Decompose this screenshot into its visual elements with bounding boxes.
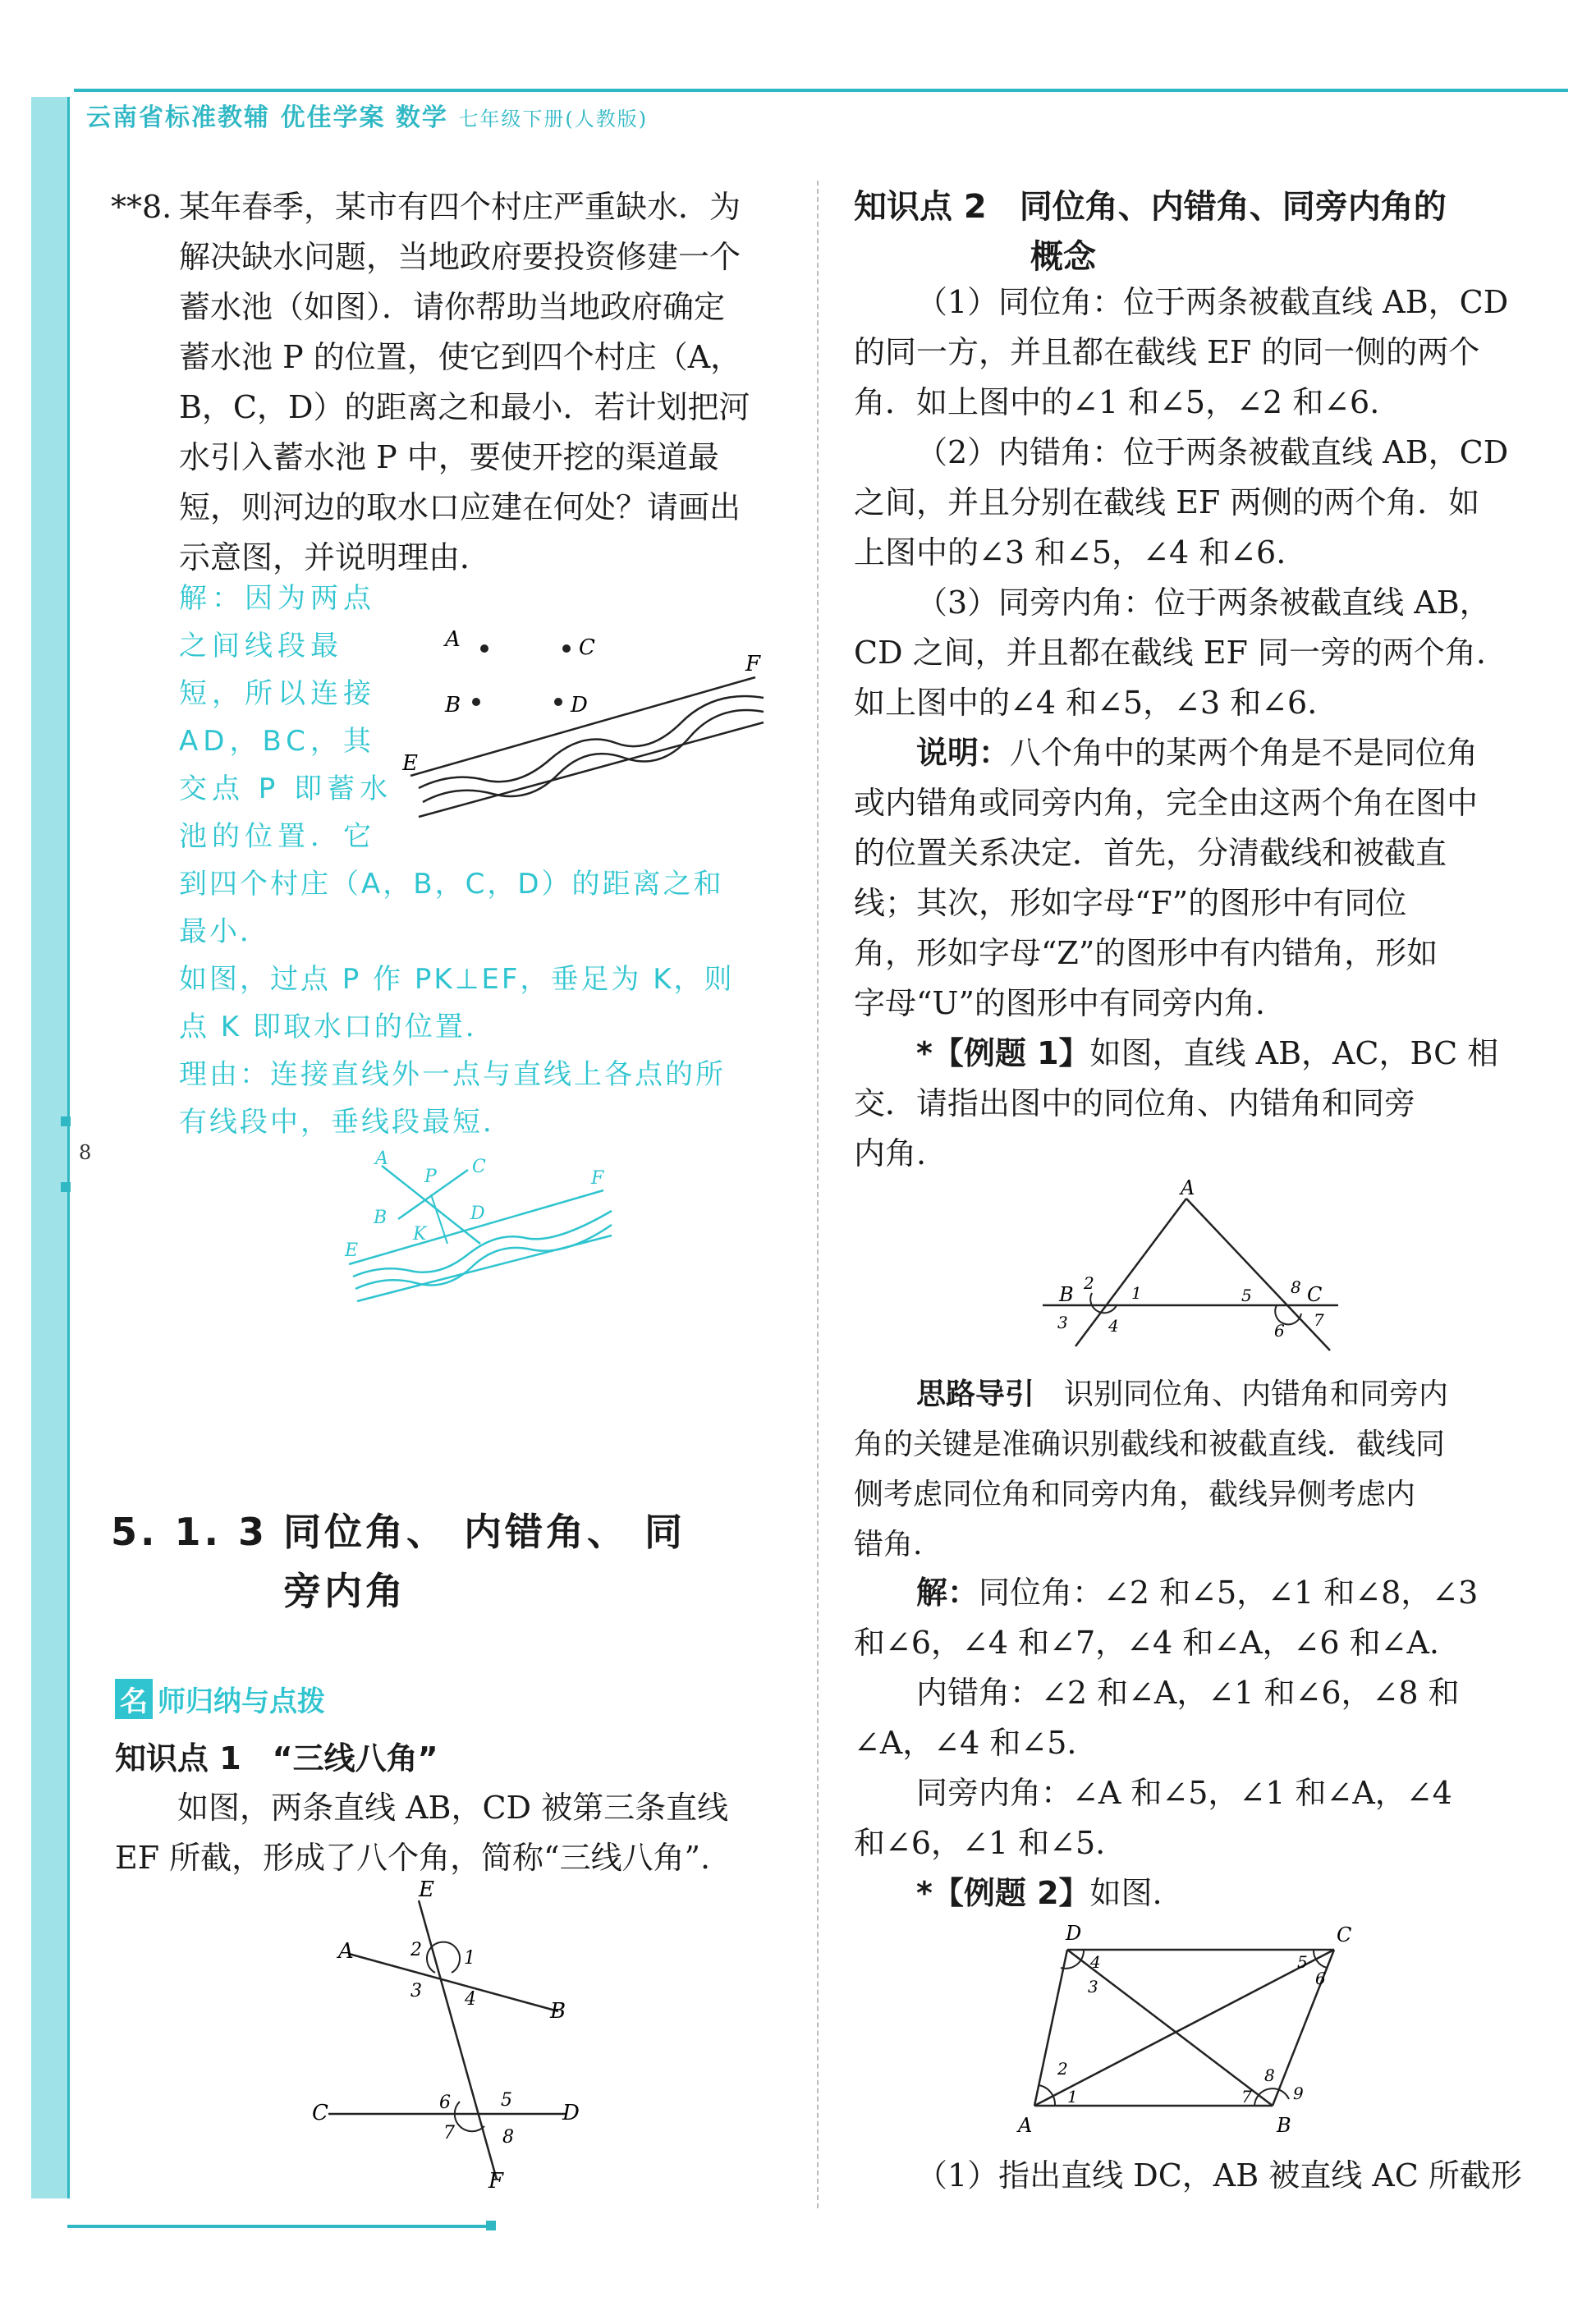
label-A: A xyxy=(1018,2114,1033,2137)
text-line: 和∠6，∠4 和∠7，∠4 和∠A，∠6 和∠A. xyxy=(854,1625,1439,1661)
solution-line: 短，所以连接 xyxy=(179,677,376,710)
page-border-left xyxy=(31,97,70,2198)
solution-line: 交点 P 即蓄水 xyxy=(179,772,393,805)
header-rule xyxy=(74,89,1568,92)
triangle-figure xyxy=(1026,1174,1355,1355)
label-K: K xyxy=(413,1224,427,1245)
label-B: B xyxy=(1059,1283,1074,1306)
angle-label: 2 xyxy=(1057,2059,1068,2079)
label-C: C xyxy=(472,1157,486,1177)
label-B: B xyxy=(1277,2114,1291,2137)
angle-label: 4 xyxy=(1108,1316,1119,1336)
label-C: C xyxy=(1307,1283,1323,1306)
text-line: 蓄水池（如图）．请你帮助当地政府确定 xyxy=(179,289,726,325)
text-line: 同位角：∠2 和∠5，∠1 和∠8，∠3 xyxy=(979,1575,1479,1611)
example-1-label: *【例题 1】 xyxy=(916,1035,1090,1071)
label-D: D xyxy=(562,2101,580,2125)
angle-label: 8 xyxy=(1291,1277,1301,1297)
solution-line: 之间线段最 xyxy=(179,630,343,662)
text-line: 角，形如字母“Z”的图形中有内错角，形如 xyxy=(854,935,1438,971)
label-C: C xyxy=(312,2101,328,2125)
solution-line: 如图，过点 P 作 PK⊥EF，垂足为 K，则 xyxy=(179,963,735,996)
text-line: 的位置关系决定．首先，分清截线和被截直 xyxy=(854,835,1447,871)
text-line: 上图中的∠3 和∠5，∠4 和∠6. xyxy=(854,534,1286,571)
column-separator xyxy=(817,181,819,2208)
kp1-title: 知识点 1 “三线八角” xyxy=(115,1740,438,1776)
solution-block xyxy=(854,1568,1576,1919)
problem-8-marker: **8. xyxy=(111,189,172,225)
solution-figure xyxy=(341,1149,620,1313)
angle-label: 1 xyxy=(464,1948,475,1969)
text-line: 如图，两条直线 AB，CD 被第三条直线 xyxy=(177,1790,729,1826)
footer-rule xyxy=(67,2225,494,2228)
angle-label: 5 xyxy=(1241,1286,1252,1305)
text-line: 和∠6，∠1 和∠5. xyxy=(854,1825,1106,1861)
book-name: 优佳学案 xyxy=(280,103,386,132)
text-line: 如图，直线 AB，AC，BC 相 xyxy=(1089,1035,1499,1071)
text-line: 角的关键是准确识别截线和被截直线．截线同 xyxy=(854,1428,1446,1461)
kp2-title-line: 概念 xyxy=(1030,238,1096,276)
solution-line: 到四个村庄（A，B，C，D）的距离之和 xyxy=(179,868,724,901)
label-B: B xyxy=(550,1999,566,2024)
angle-label: 3 xyxy=(1088,1977,1098,1997)
angle-label: 1 xyxy=(1067,2087,1078,2107)
kp2-title-line: 知识点 2 同位角、内错角、同旁内角的 xyxy=(854,188,1447,226)
text-line: （1）同位角：位于两条被截直线 AB，CD xyxy=(916,284,1509,320)
angle-label: 5 xyxy=(501,2090,512,2111)
hint-label: 思路导引 xyxy=(916,1378,1035,1411)
text-line: 线；其次，形如字母“F”的图形中有同位 xyxy=(854,885,1407,921)
text-line: 蓄水池 P 的位置，使它到四个村庄（A， xyxy=(179,339,742,375)
angle-label: 9 xyxy=(1293,2084,1304,2103)
hint-block xyxy=(854,1369,1576,1570)
solution-line: 有线段中，垂线段最短． xyxy=(179,1106,513,1139)
angle-label: 3 xyxy=(1057,1313,1068,1332)
section-title-line: 旁内角 xyxy=(283,1569,406,1613)
text-line: 之间，并且分别在截线 EF 两侧的两个角．如 xyxy=(854,484,1480,520)
text-line: 或内错角或同旁内角，完全由这两个角在图中 xyxy=(854,785,1479,821)
label-E: E xyxy=(402,751,418,776)
label-A: A xyxy=(338,1939,354,1964)
running-header xyxy=(86,97,648,133)
grade-name: 七年级下册(人教版) xyxy=(458,108,649,131)
section-title-line: 同位角、 内错角、 同 xyxy=(283,1510,686,1554)
angle-label: 8 xyxy=(502,2127,514,2148)
solution-line: 池的位置．它 xyxy=(179,820,376,853)
angle-label: 4 xyxy=(1090,1952,1101,1972)
text-line: 角．如上图中的∠1 和∠5，∠2 和∠6. xyxy=(854,384,1380,420)
angle-label: 6 xyxy=(439,2093,451,2113)
angle-label: 8 xyxy=(1264,2065,1275,2085)
label-C: C xyxy=(1337,1923,1352,1946)
label-A: A xyxy=(445,627,461,652)
label-E: E xyxy=(419,1880,434,1902)
text-line: ∠A，∠4 和∠5. xyxy=(854,1725,1077,1761)
label-D: D xyxy=(571,693,588,717)
text-line: 短，则河边的取水口应建在何处？请画出 xyxy=(179,489,741,525)
kp1-text xyxy=(115,1783,796,1883)
label-A: A xyxy=(1181,1176,1195,1199)
text-line: 识别同位角、内错角和同旁内 xyxy=(1064,1378,1449,1411)
angle-label: 6 xyxy=(1274,1321,1285,1341)
text-line: 八个角中的某两个角是不是同位角 xyxy=(1010,735,1479,771)
angle-label: 4 xyxy=(465,1989,476,2010)
kp2-title xyxy=(854,182,1576,282)
kp2-body xyxy=(854,277,1576,1179)
text-line: 交．请指出图中的同位角、内错角和同旁 xyxy=(854,1085,1416,1121)
text-line: 内角. xyxy=(854,1135,927,1171)
text-line: 错角. xyxy=(854,1528,923,1561)
angle-label: 6 xyxy=(1315,1969,1326,1988)
label-E: E xyxy=(345,1240,359,1261)
teacher-summary-badge xyxy=(115,1679,325,1719)
village-river-figure xyxy=(402,620,780,833)
text-line: B，C，D）的距离之和最小．若计划把河 xyxy=(179,389,750,425)
three-lines-eight-angles-figure xyxy=(312,1880,608,2200)
solution-line: 点 K 即取水口的位置． xyxy=(179,1011,496,1043)
solution-line: 解：因为两点 xyxy=(179,582,376,615)
angle-label: 7 xyxy=(1314,1310,1324,1330)
text-line: 内错角：∠2 和∠A，∠1 和∠6，∠8 和 xyxy=(916,1675,1460,1711)
side-tab-mark xyxy=(61,1116,71,1126)
example-2-label: *【例题 2】 xyxy=(916,1875,1090,1911)
angle-label: 7 xyxy=(1241,2087,1252,2107)
section-number: 5. 1. 3 xyxy=(111,1510,268,1554)
text-line: 某年春季，某市有四个村庄严重缺水．为 xyxy=(179,189,741,225)
solution-line: 理由：连接直线外一点与直线上各点的所 xyxy=(179,1058,726,1091)
text-line: 解决缺水问题，当地政府要投资修建一个 xyxy=(179,239,741,275)
label-P: P xyxy=(424,1167,437,1187)
angle-label: 2 xyxy=(410,1940,422,1960)
solution-narrow xyxy=(179,575,425,860)
angle-label: 3 xyxy=(410,1981,422,2001)
side-tab-mark xyxy=(61,1182,71,1192)
footer-square xyxy=(486,2221,496,2230)
solution-wide xyxy=(179,860,803,1146)
text-line: 如图. xyxy=(1089,1875,1163,1911)
text-line: 如上图中的∠4 和∠5，∠3 和∠6. xyxy=(854,685,1318,721)
text-line: EF 所截，形成了八个角，简称“三线八角”. xyxy=(115,1840,711,1876)
quadrilateral-figure xyxy=(1010,1917,1363,2143)
angle-label: 1 xyxy=(1131,1283,1142,1303)
angle-label: 2 xyxy=(1084,1273,1094,1293)
text-line: CD 之间，并且都在截线 EF 同一旁的两个角. xyxy=(854,635,1486,671)
solution-line: AD，BC，其 xyxy=(179,725,376,758)
subject-name: 数学 xyxy=(395,103,448,132)
note-label: 说明： xyxy=(916,735,1011,771)
text-line: 侧考虑同位角和同旁内角，截线异侧考虑内 xyxy=(854,1478,1416,1511)
text-line: （2）内错角：位于两条被截直线 AB，CD xyxy=(916,434,1509,470)
page-number: 8 xyxy=(79,1141,92,1164)
label-A: A xyxy=(375,1149,388,1169)
text-line: 同旁内角：∠A 和∠5，∠1 和∠A，∠4 xyxy=(916,1775,1452,1811)
angle-label: 7 xyxy=(443,2123,455,2143)
series-name: 云南省标准教辅 xyxy=(86,103,270,132)
badge-label: 师归纳与点拨 xyxy=(158,1685,325,1718)
label-D: D xyxy=(470,1203,485,1224)
label-B: B xyxy=(445,693,461,717)
text-line: （1）指出直线 DC，AB 被直线 AC 所截形 xyxy=(916,2157,1522,2194)
label-D: D xyxy=(1066,1922,1082,1945)
text-line: 水引入蓄水池 P 中，要使开挖的渠道最 xyxy=(179,439,719,475)
badge-box: 名 xyxy=(115,1679,153,1719)
label-F: F xyxy=(745,652,761,676)
solution-line: 最小． xyxy=(179,915,270,948)
text-line: 的同一方，并且都在截线 EF 的同一侧的两个 xyxy=(854,334,1480,370)
label-F: F xyxy=(591,1168,604,1189)
label-F: F xyxy=(488,2169,504,2194)
label-C: C xyxy=(579,635,595,660)
solution-label: 解： xyxy=(916,1575,979,1611)
text-line: （3）同旁内角：位于两条被截直线 AB， xyxy=(916,585,1491,621)
last-line xyxy=(854,2151,1576,2201)
angle-label: 5 xyxy=(1297,1952,1308,1972)
text-line: 字母“U”的图形中有同旁内角. xyxy=(854,985,1265,1021)
section-title xyxy=(283,1502,792,1621)
problem-8-text xyxy=(179,182,787,583)
label-B: B xyxy=(374,1208,388,1228)
text-line: 示意图，并说明理由． xyxy=(179,539,492,575)
